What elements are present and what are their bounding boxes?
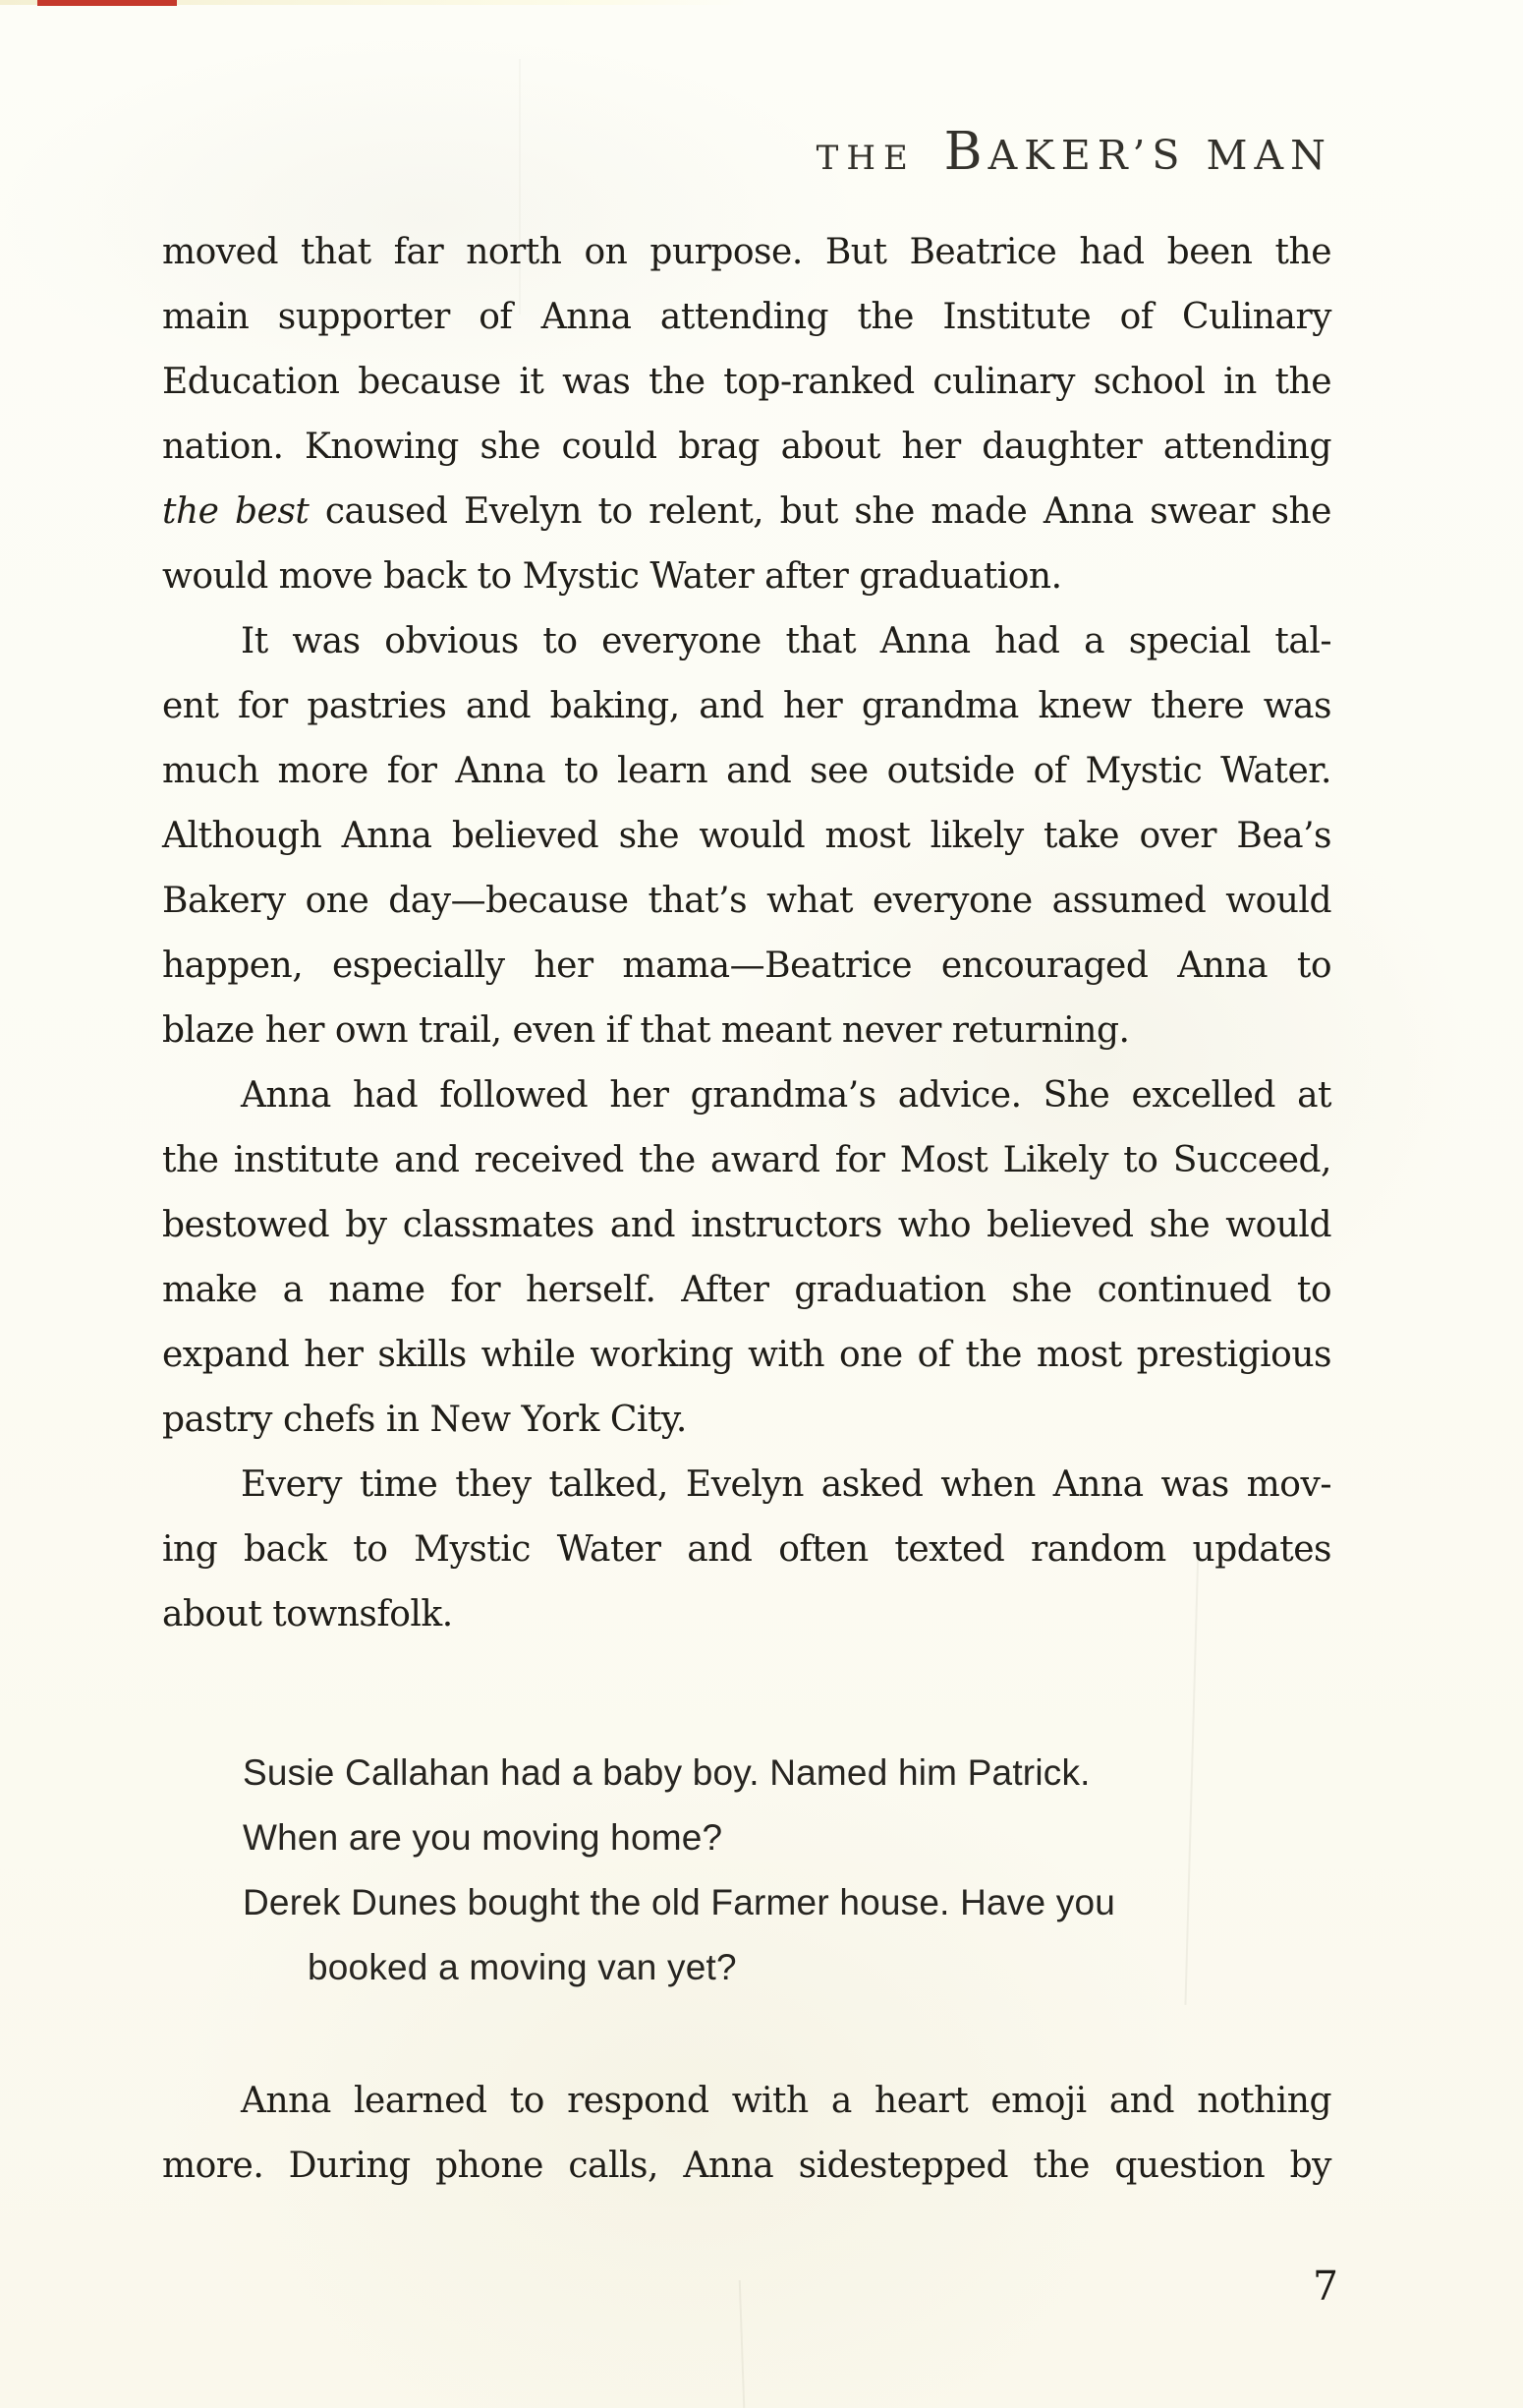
text-segment: Anna learned to respond with a heart emoji and nothing xyxy=(241,2081,1331,2121)
text-segment: happen, especially her mama—Beatrice encouraged Anna to xyxy=(162,946,1331,986)
text-line xyxy=(162,1388,1331,1453)
text-segment: much more for Anna to learn and see outside of Mystic Water. xyxy=(162,751,1331,791)
paragraph xyxy=(162,220,1331,609)
text-segment: When are you moving home? xyxy=(243,1817,723,1858)
text-segment: It was obvious to everyone that Anna had a special tal- xyxy=(241,621,1331,661)
text-line xyxy=(162,220,1331,285)
text-segment: moved that far north on purpose. But Beatrice had been the xyxy=(162,232,1331,272)
text-segment: the institute and received the award for Most Likely to Succeed, xyxy=(162,1140,1331,1180)
text-segment: expand her skills while working with one of the most prestigious xyxy=(162,1335,1331,1375)
text-segment: the best xyxy=(162,491,310,532)
running-header-word-the: THE xyxy=(816,139,934,178)
scan-crease xyxy=(739,2280,746,2408)
text-line xyxy=(162,480,1331,545)
paragraph xyxy=(162,609,1331,1063)
text-line xyxy=(162,739,1331,804)
text-segment: ent for pastries and baking, and her grandma knew there was xyxy=(162,686,1331,726)
running-header-rest: AKER’S MAN xyxy=(987,132,1332,179)
text-line xyxy=(162,1063,1331,1128)
text-segment: make a name for herself. After graduation she continued to xyxy=(162,1270,1331,1310)
text-line xyxy=(162,1518,1331,1582)
text-segment: more. During phone calls, Anna sidestepped the question by xyxy=(162,2146,1331,2186)
text-line xyxy=(162,545,1331,609)
text-line xyxy=(162,415,1331,480)
text-segment: Although Anna believed she would most likely take over Bea’s xyxy=(162,816,1331,856)
message-line xyxy=(162,1935,1331,2000)
body-text xyxy=(162,220,1331,2199)
text-segment: bestowed by classmates and instructors who believed she would xyxy=(162,1205,1331,1245)
paragraph xyxy=(162,1453,1331,1647)
text-line xyxy=(162,2134,1331,2199)
text-line xyxy=(162,1193,1331,1258)
text-line xyxy=(162,1323,1331,1388)
text-segment: Susie Callahan had a baby boy. Named him Patrick. xyxy=(243,1752,1091,1793)
text-line xyxy=(162,1258,1331,1323)
text-segment: pastry chefs in New York City. xyxy=(162,1400,687,1440)
paragraph xyxy=(162,2069,1331,2199)
text-line xyxy=(162,2069,1331,2134)
text-line xyxy=(162,804,1331,869)
text-line xyxy=(162,999,1331,1063)
running-header xyxy=(817,122,1332,182)
text-line xyxy=(162,1582,1331,1647)
text-segment: Every time they talked, Evelyn asked when Anna was mov- xyxy=(241,1464,1331,1505)
message-block xyxy=(162,1741,1331,2000)
text-segment: Derek Dunes bought the old Farmer house. Have you xyxy=(243,1882,1116,1922)
text-line xyxy=(162,1453,1331,1518)
scan-artifact-red-mark xyxy=(37,0,177,6)
text-segment: would move back to Mystic Water after graduation. xyxy=(162,556,1062,597)
text-segment: main supporter of Anna attending the Institute of Culinary xyxy=(162,297,1331,337)
text-segment: booked a moving van yet? xyxy=(308,1947,737,1987)
text-segment: Bakery one day—because that’s what everyone assumed would xyxy=(162,881,1331,921)
text-line xyxy=(162,350,1331,415)
message-line xyxy=(162,1870,1331,1935)
text-line xyxy=(162,869,1331,934)
text-segment: Education because it was the top-ranked culinary school in the xyxy=(162,362,1331,402)
paragraph xyxy=(162,1063,1331,1453)
text-line xyxy=(162,285,1331,350)
page-number: 7 xyxy=(1313,2263,1339,2310)
message-line xyxy=(162,1741,1331,1806)
message-line xyxy=(162,1806,1331,1870)
text-line xyxy=(162,609,1331,674)
text-segment: caused Evelyn to relent, but she made Anna swear she xyxy=(309,491,1331,532)
text-segment: ing back to Mystic Water and often texted random updates xyxy=(162,1529,1331,1570)
text-line xyxy=(162,1128,1331,1193)
text-segment: blaze her own trail, even if that meant never returning. xyxy=(162,1010,1130,1051)
text-segment: about townsfolk. xyxy=(162,1594,453,1634)
text-segment: nation. Knowing she could brag about her daughter attending xyxy=(162,427,1331,467)
text-line xyxy=(162,934,1331,999)
text-line xyxy=(162,674,1331,739)
running-header-initial: B xyxy=(943,122,988,182)
text-segment: Anna had followed her grandma’s advice. She excelled at xyxy=(241,1075,1331,1116)
